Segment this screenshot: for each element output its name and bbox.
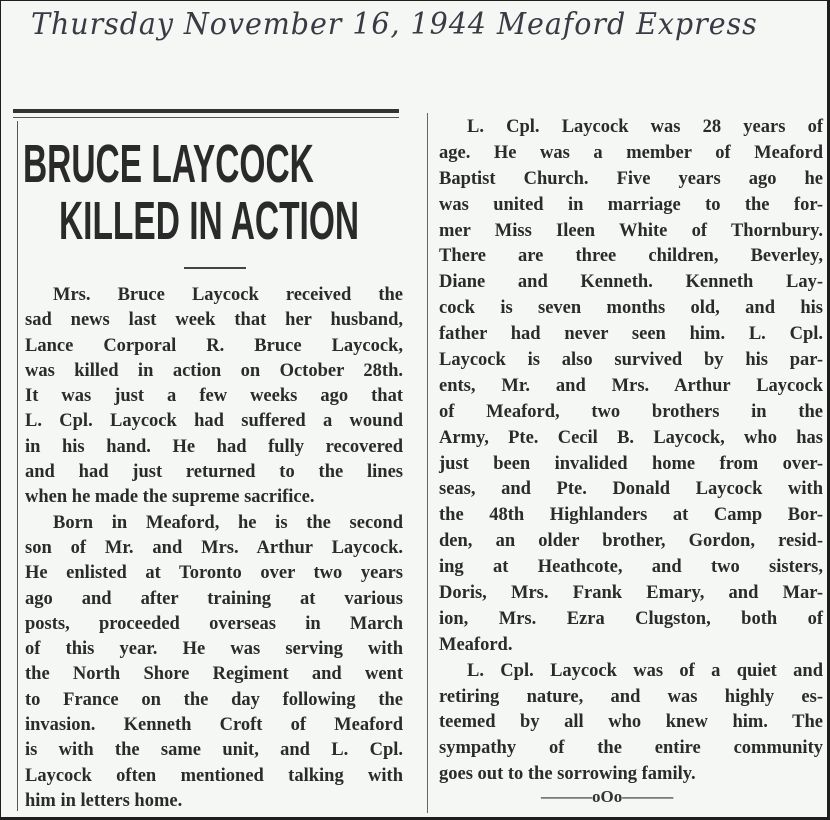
end-ornament: ———oOo——— bbox=[541, 787, 674, 806]
column-rule-heavy bbox=[13, 109, 399, 113]
column-rule-thin bbox=[13, 117, 399, 118]
text-line: cock is seven months old, and his bbox=[439, 298, 823, 319]
article-left-column bbox=[25, 283, 403, 814]
text-line: in his hand. He had fully recovered bbox=[25, 436, 403, 457]
text-line: ago and after training at various bbox=[25, 588, 403, 609]
column-divider bbox=[427, 113, 428, 813]
text-line: ing at Heathcote, and two sisters, bbox=[439, 557, 823, 578]
text-line: seas, and Pte. Donald Laycock with bbox=[439, 479, 823, 500]
text-line: ion, Mrs. Ezra Clugston, both of bbox=[439, 608, 823, 629]
left-border-line bbox=[17, 121, 18, 811]
text-line: invasion. Kenneth Croft of Meaford bbox=[25, 715, 403, 736]
text-line: Doris, Mrs. Frank Emary, and Mar- bbox=[439, 583, 823, 604]
text-line: posts, proceeded overseas in March bbox=[25, 613, 403, 634]
handwritten-date-annotation: Thursday November 16, 1944 Meaford Express bbox=[31, 7, 758, 42]
text-line: son of Mr. and Mrs. Arthur Laycock. bbox=[25, 537, 403, 558]
text-line: mer Miss Ileen White of Thornbury. bbox=[439, 220, 823, 241]
text-line: sad news last week that her husband, bbox=[25, 310, 403, 331]
text-line: Born in Meaford, he is the second bbox=[53, 512, 403, 533]
text-line: when he made the supreme sacrifice. bbox=[25, 487, 315, 508]
text-line: the 48th Highlanders at Camp Bor- bbox=[439, 505, 823, 526]
text-line: Army, Pte. Cecil B. Laycock, who has bbox=[439, 427, 823, 448]
text-line: of Meaford, two brothers in the bbox=[439, 401, 823, 422]
headline-line-2: KILLED IN ACTION bbox=[59, 191, 360, 251]
text-line: Mrs. Bruce Laycock received the bbox=[53, 285, 403, 305]
text-line: retiring nature, and was highly es- bbox=[439, 686, 823, 707]
text-line: was killed in action on October 28th. bbox=[25, 360, 403, 381]
text-line: just been invalided home from over- bbox=[439, 453, 823, 474]
text-line: was united in marriage to the for- bbox=[439, 194, 823, 215]
text-line: den, an older brother, Gordon, resid- bbox=[439, 531, 823, 552]
text-line: him in letters home. bbox=[25, 790, 183, 811]
text-line: Diane and Kenneth. Kenneth Lay- bbox=[439, 272, 823, 293]
newspaper-clipping bbox=[1, 1, 827, 817]
text-line: ents, Mr. and Mrs. Arthur Laycock bbox=[439, 375, 823, 396]
text-line: of this year. He was serving with bbox=[25, 639, 403, 660]
text-line: Meaford. bbox=[439, 634, 513, 655]
text-line: It was just a few weeks ago that bbox=[25, 386, 403, 407]
text-line: L. Cpl. Laycock had suffered a wound bbox=[25, 411, 403, 432]
text-line: age. He was a member of Meaford bbox=[439, 142, 823, 163]
text-line: goes out to the sorrowing family. bbox=[439, 764, 696, 785]
text-line: Laycock is also survived by his par- bbox=[439, 350, 823, 371]
text-line: the North Shore Regiment and went bbox=[25, 664, 403, 685]
text-line: is with the same unit, and L. Cpl. bbox=[25, 740, 403, 761]
text-line: There are three children, Beverley, bbox=[439, 246, 823, 267]
headline-line-1: BRUCE LAYCOCK bbox=[23, 134, 314, 194]
text-line: L. Cpl. Laycock was of a quiet and bbox=[467, 660, 823, 681]
text-line: Lance Corporal R. Bruce Laycock, bbox=[25, 335, 403, 356]
text-line: Laycock often mentioned talking with bbox=[25, 765, 403, 786]
text-line: Baptist Church. Five years ago he bbox=[439, 168, 823, 189]
text-line: teemed by all who knew him. The bbox=[439, 712, 823, 733]
text-line: sympathy of the entire community bbox=[439, 738, 823, 759]
text-line: to France on the day following the bbox=[25, 689, 403, 710]
text-line: He enlisted at Toronto over two years bbox=[25, 563, 403, 584]
text-line: L. Cpl. Laycock was 28 years of bbox=[467, 117, 823, 137]
text-line: father had never seen him. L. Cpl. bbox=[439, 324, 823, 345]
article-right-column bbox=[439, 115, 823, 788]
text-line: and had just returned to the lines bbox=[25, 462, 403, 483]
headline-separator bbox=[184, 267, 246, 269]
